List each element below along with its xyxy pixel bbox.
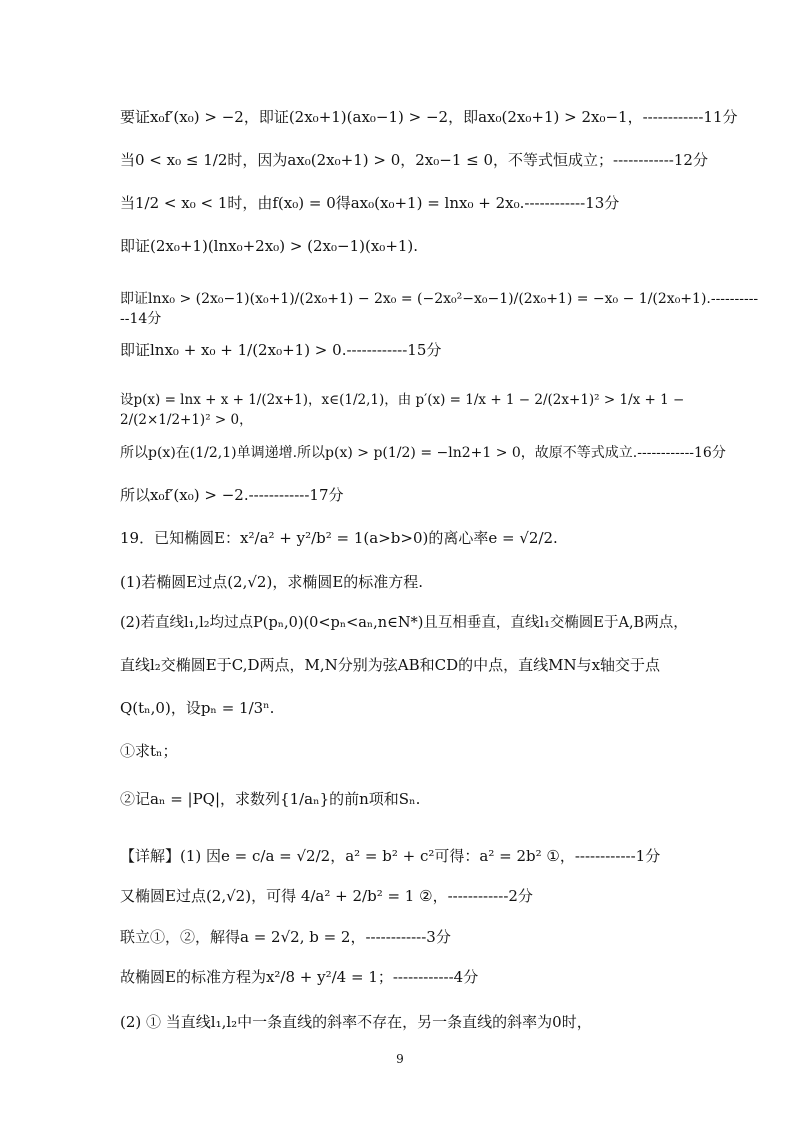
text-line-1: 要证x₀f′(x₀) > −2，即证(2x₀+1)(ax₀−1) > −2，即ax₀(2x₀+1) > 2x₀−1，------------11分 [120, 108, 738, 126]
problem-19-part-1: (1)若椭圆E过点(2,√2)，求椭圆E的标准方程. [120, 573, 424, 591]
page-number: 9 [396, 1052, 404, 1066]
text-line-3: 当1/2 < x₀ < 1时，由f(x₀) = 0得ax₀(x₀+1) = lnx₀ + 2x₀.------------13分 [120, 194, 620, 212]
text-line-7: 设p(x) = lnx + x + 1/(2x+1)，x∈(1/2,1)，由 p′(x) = 1/x + 1 − 2/(2x+1)² > 1/x + 1 − 2/(2×1/2+1)² > 0， [120, 392, 685, 428]
text-line-2: 当0 < x₀ ≤ 1/2时，因为ax₀(2x₀+1) > 0，2x₀−1 ≤ 0，不等式恒成立；------------12分 [120, 151, 708, 169]
problem-19-part-2-def: Q(tₙ,0)，设pₙ = 1/3ⁿ. [120, 699, 275, 717]
problem-19-statement: 19．已知椭圆E：x²/a² + y²/b² = 1(a>b>0)的离心率e = √2/2. [120, 529, 558, 547]
solution-line-1: 【详解】(1) 因e = c/a = √2/2，a² = b² + c²可得：a² = 2b² ①，------------1分 [120, 847, 661, 865]
text-line-6: 即证lnx₀ + x₀ + 1/(2x₀+1) > 0.------------15分 [120, 341, 442, 359]
problem-19-sub-2: ②记aₙ = |PQ|，求数列{1/aₙ}的前n项和Sₙ. [120, 790, 421, 808]
problem-19-part-2: (2)若直线l₁,l₂均过点P(pₙ,0)(0<pₙ<aₙ,n∈N*)且互相垂直，直线l₁交椭圆E于A,B两点， [120, 615, 688, 631]
text-line-9: 所以x₀f′(x₀) > −2.------------17分 [120, 486, 344, 504]
problem-19-sub-1: ①求tₙ； [120, 742, 178, 760]
problem-19-part-2-cont: 直线l₂交椭圆E于C,D两点，M,N分别为弦AB和CD的中点，直线MN与x轴交于点 [120, 656, 661, 674]
solution-line-3: 联立①，②，解得a = 2√2, b = 2，------------3分 [120, 928, 451, 946]
text-line-8: 所以p(x)在(1/2,1)单调递增.所以p(x) > p(1/2) = −ln2+1 > 0，故原不等式成立.------------16分 [120, 445, 726, 461]
text-line-4: 即证(2x₀+1)(lnx₀+2x₀) > (2x₀−1)(x₀+1). [120, 237, 419, 255]
text-line-5: 即证lnx₀ > (2x₀−1)(x₀+1)/(2x₀+1) − 2x₀ = (−2x₀²−x₀−1)/(2x₀+1) = −x₀ − 1/(2x₀+1).------------14分 [120, 291, 759, 327]
solution-line-5: (2) ① 当直线l₁,l₂中一条直线的斜率不存在，另一条直线的斜率为0时， [120, 1013, 592, 1031]
solution-line-4: 故椭圆E的标准方程为x²/8 + y²/4 = 1；------------4分 [120, 968, 479, 986]
solution-line-2: 又椭圆E过点(2,√2)，可得 4/a² + 2/b² = 1 ②，------------2分 [120, 887, 533, 905]
